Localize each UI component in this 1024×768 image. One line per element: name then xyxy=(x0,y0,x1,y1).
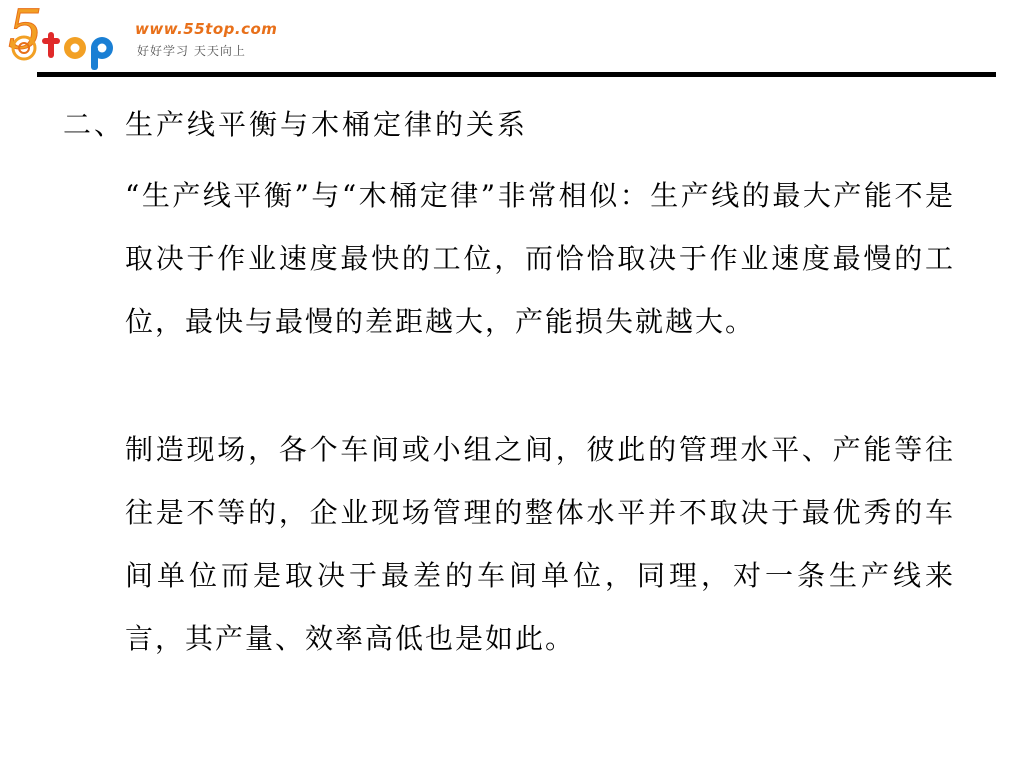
header-divider xyxy=(37,72,996,77)
paragraph-1: “生产线平衡”与“木桶定律”非常相似：生产线的最大产能不是取决于作业速度最快的工位，而恰恰取决于作业速度最慢的工位，最快与最慢的差距越大，产能损失就越大。 xyxy=(125,179,955,338)
logo-slogan: 好好学习 天天向上 xyxy=(137,44,246,58)
logo-mark xyxy=(4,2,134,72)
section-heading: 二、生产线平衡与木桶定律的关系 xyxy=(63,108,529,141)
site-logo[interactable] xyxy=(4,2,304,72)
paragraph-2: 制造现场，各个车间或小组之间，彼此的管理水平、产能等往往是不等的，企业现场管理的整体水平并不取决于最优秀的车间单位而是取决于最差的车间单位，同理，对一条生产线来言，其产量、效率高低也是如此。 xyxy=(125,433,955,655)
svg-text:5: 5 xyxy=(8,2,43,61)
logo-url[interactable]: www.55top.com xyxy=(135,20,278,38)
